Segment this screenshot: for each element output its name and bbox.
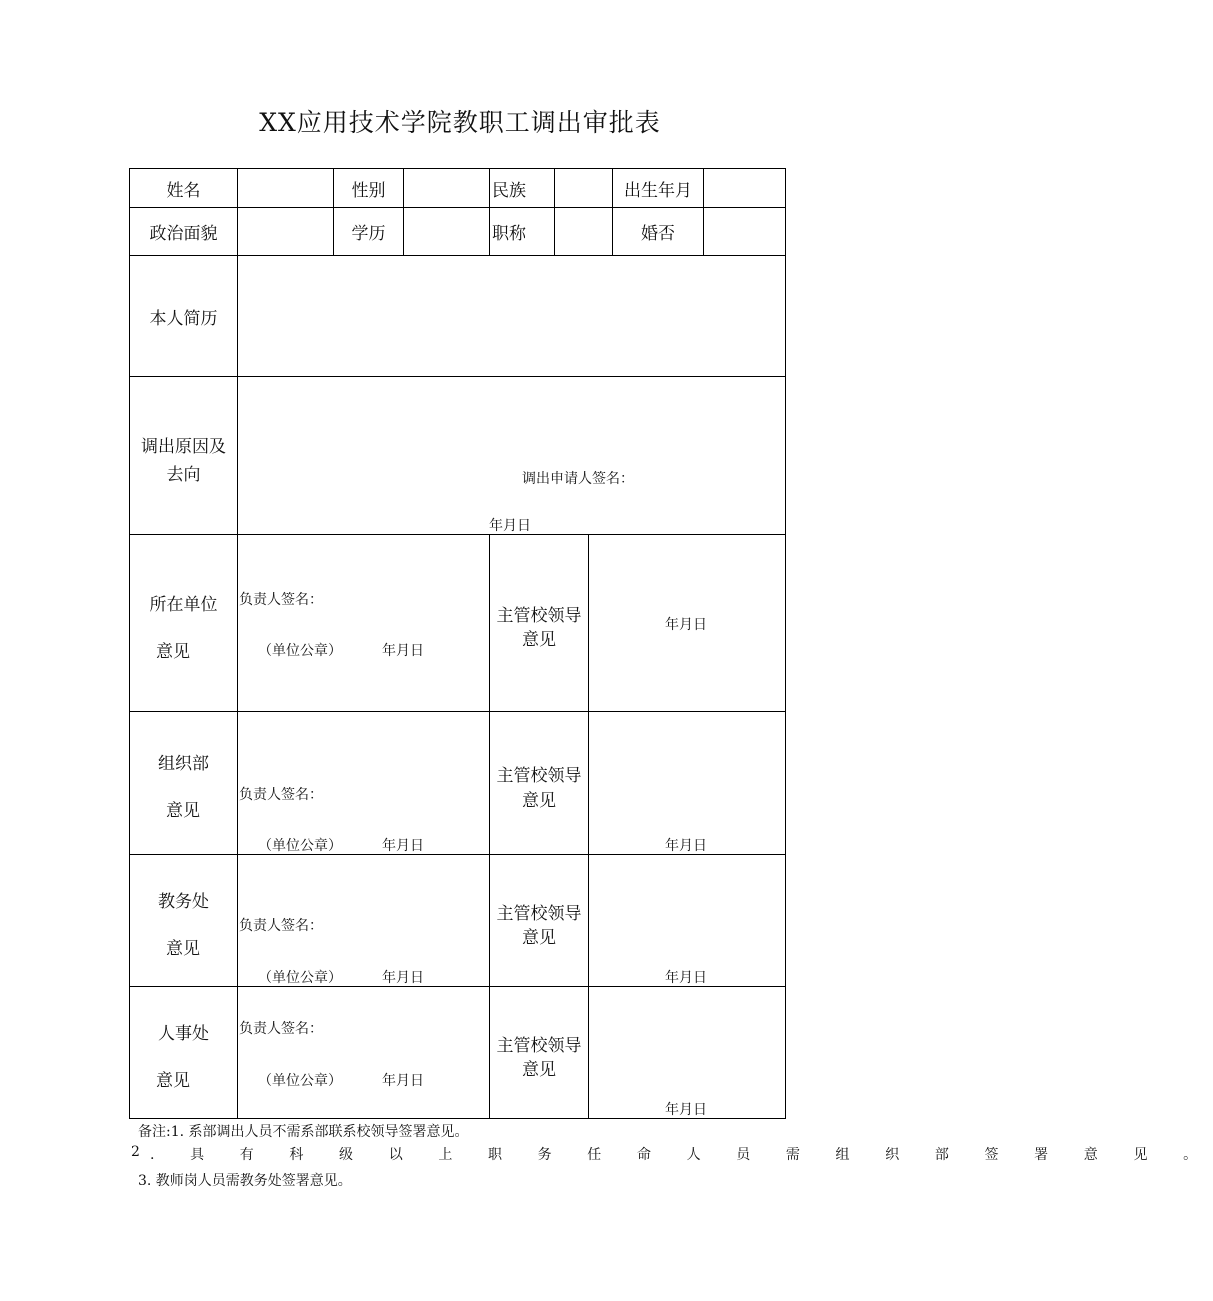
resume-label-cell (129, 255, 238, 377)
education-field[interactable] (403, 207, 490, 256)
hr-leader-field[interactable] (588, 986, 786, 1119)
hr-opinion-label-cell (129, 986, 238, 1119)
academic-leader-date-label: 年月日 (665, 970, 707, 986)
gender-field[interactable] (403, 168, 490, 208)
reason-label-cell (129, 376, 238, 535)
unit-leader-label-line1: 主管校领导 (496, 606, 582, 626)
unit-seal-label: （单位公章） (258, 643, 342, 659)
unit-opinion-label-cell (129, 534, 238, 712)
title-label-cell (489, 207, 555, 256)
unit-opinion-field[interactable] (237, 534, 490, 712)
marital-field[interactable] (703, 207, 786, 256)
gender-label-cell (333, 168, 404, 208)
unit-opinion-label-line1: 所在单位 (149, 595, 218, 615)
marital-label: 婚否 (641, 224, 675, 244)
academic-opinion-field[interactable] (237, 854, 490, 987)
org-sign-label: 负责人签名： (239, 787, 323, 803)
academic-date-label: 年月日 (382, 970, 424, 986)
education-label-cell (333, 207, 404, 256)
hr-leader-label-cell (489, 986, 589, 1119)
resume-field[interactable] (237, 255, 786, 377)
education-label: 学历 (351, 224, 386, 244)
name-field[interactable] (237, 168, 334, 208)
unit-sign-label: 负责人签名： (239, 592, 323, 608)
unit-leader-date-label: 年月日 (665, 617, 707, 633)
ethnicity-label-cell (489, 168, 555, 208)
hr-leader-label-line1: 主管校领导 (496, 1036, 582, 1056)
hr-date-label: 年月日 (382, 1073, 424, 1089)
org-leader-label-cell (489, 711, 589, 855)
hr-leader-date-label: 年月日 (665, 1102, 707, 1118)
note-line-2-number: 2 (131, 1144, 140, 1160)
birth-label: 出生年月 (624, 180, 692, 201)
ethnicity-field[interactable] (554, 168, 613, 208)
academic-sign-label: 负责人签名： (239, 918, 323, 934)
academic-leader-label-line2: 意见 (522, 928, 556, 948)
academic-leader-label-cell (489, 854, 589, 987)
org-leader-label-line2: 意见 (522, 791, 556, 811)
page-title: XX应用技术学院教职工调出审批表 (259, 108, 661, 137)
marital-label-cell (612, 207, 704, 256)
title-field[interactable] (554, 207, 613, 256)
academic-opinion-label-line1: 教务处 (158, 892, 209, 912)
org-seal-label: （单位公章） (258, 838, 342, 854)
academic-leader-field[interactable] (588, 854, 786, 987)
org-opinion-field[interactable] (237, 711, 490, 855)
political-label: 政治面貌 (149, 224, 218, 244)
hr-opinion-label-line1: 人事处 (158, 1024, 209, 1044)
org-leader-field[interactable] (588, 711, 786, 855)
note-line-2: . 具 有 科 级 以 上 职 务 任 命 人 员 需 组 织 部 签 署 意 见 。 (150, 1147, 1213, 1163)
unit-opinion-label-line2: 意见 (156, 642, 190, 662)
academic-opinion-label-line2: 意见 (166, 939, 200, 959)
unit-leader-field[interactable] (588, 534, 786, 712)
hr-sign-label: 负责人签名： (239, 1021, 323, 1037)
ethnicity-label: 民族 (492, 180, 526, 201)
note-line-1: 备注:1. 系部调出人员不需系部联系校领导签署意见。 (138, 1124, 469, 1140)
note-line-3: 3. 教师岗人员需教务处签署意见。 (138, 1173, 352, 1189)
org-date-label: 年月日 (382, 838, 424, 854)
birth-field[interactable] (703, 168, 786, 208)
academic-opinion-label-cell (129, 854, 238, 987)
resume-label: 本人简历 (149, 308, 218, 329)
hr-opinion-label-line2: 意见 (156, 1071, 190, 1091)
org-opinion-label-line2: 意见 (166, 801, 200, 821)
unit-leader-label-cell (489, 534, 589, 712)
gender-label: 性别 (351, 180, 386, 201)
birth-label-cell (612, 168, 704, 208)
org-leader-date-label: 年月日 (665, 838, 707, 854)
name-label-cell (129, 168, 238, 208)
political-label-cell (129, 207, 238, 256)
org-opinion-label-line1: 组织部 (158, 754, 209, 774)
reason-label-line2: 去向 (166, 465, 201, 485)
applicant-signature-label: 调出申请人签名： (522, 471, 634, 487)
hr-seal-label: （单位公章） (258, 1073, 342, 1089)
political-field[interactable] (237, 207, 334, 256)
academic-seal-label: （单位公章） (258, 970, 342, 986)
unit-leader-label-line2: 意见 (522, 630, 556, 650)
reason-label-line1: 调出原因及 (141, 437, 226, 457)
reason-field[interactable] (237, 376, 786, 535)
hr-opinion-field[interactable] (237, 986, 490, 1119)
applicant-date-label: 年月日 (489, 518, 531, 534)
org-leader-label-line1: 主管校领导 (496, 766, 582, 786)
unit-date-label: 年月日 (382, 643, 424, 659)
hr-leader-label-line2: 意见 (522, 1060, 556, 1080)
title-label: 职称 (492, 224, 526, 244)
academic-leader-label-line1: 主管校领导 (496, 904, 582, 924)
org-opinion-label-cell (129, 711, 238, 855)
name-label: 姓名 (166, 180, 201, 201)
